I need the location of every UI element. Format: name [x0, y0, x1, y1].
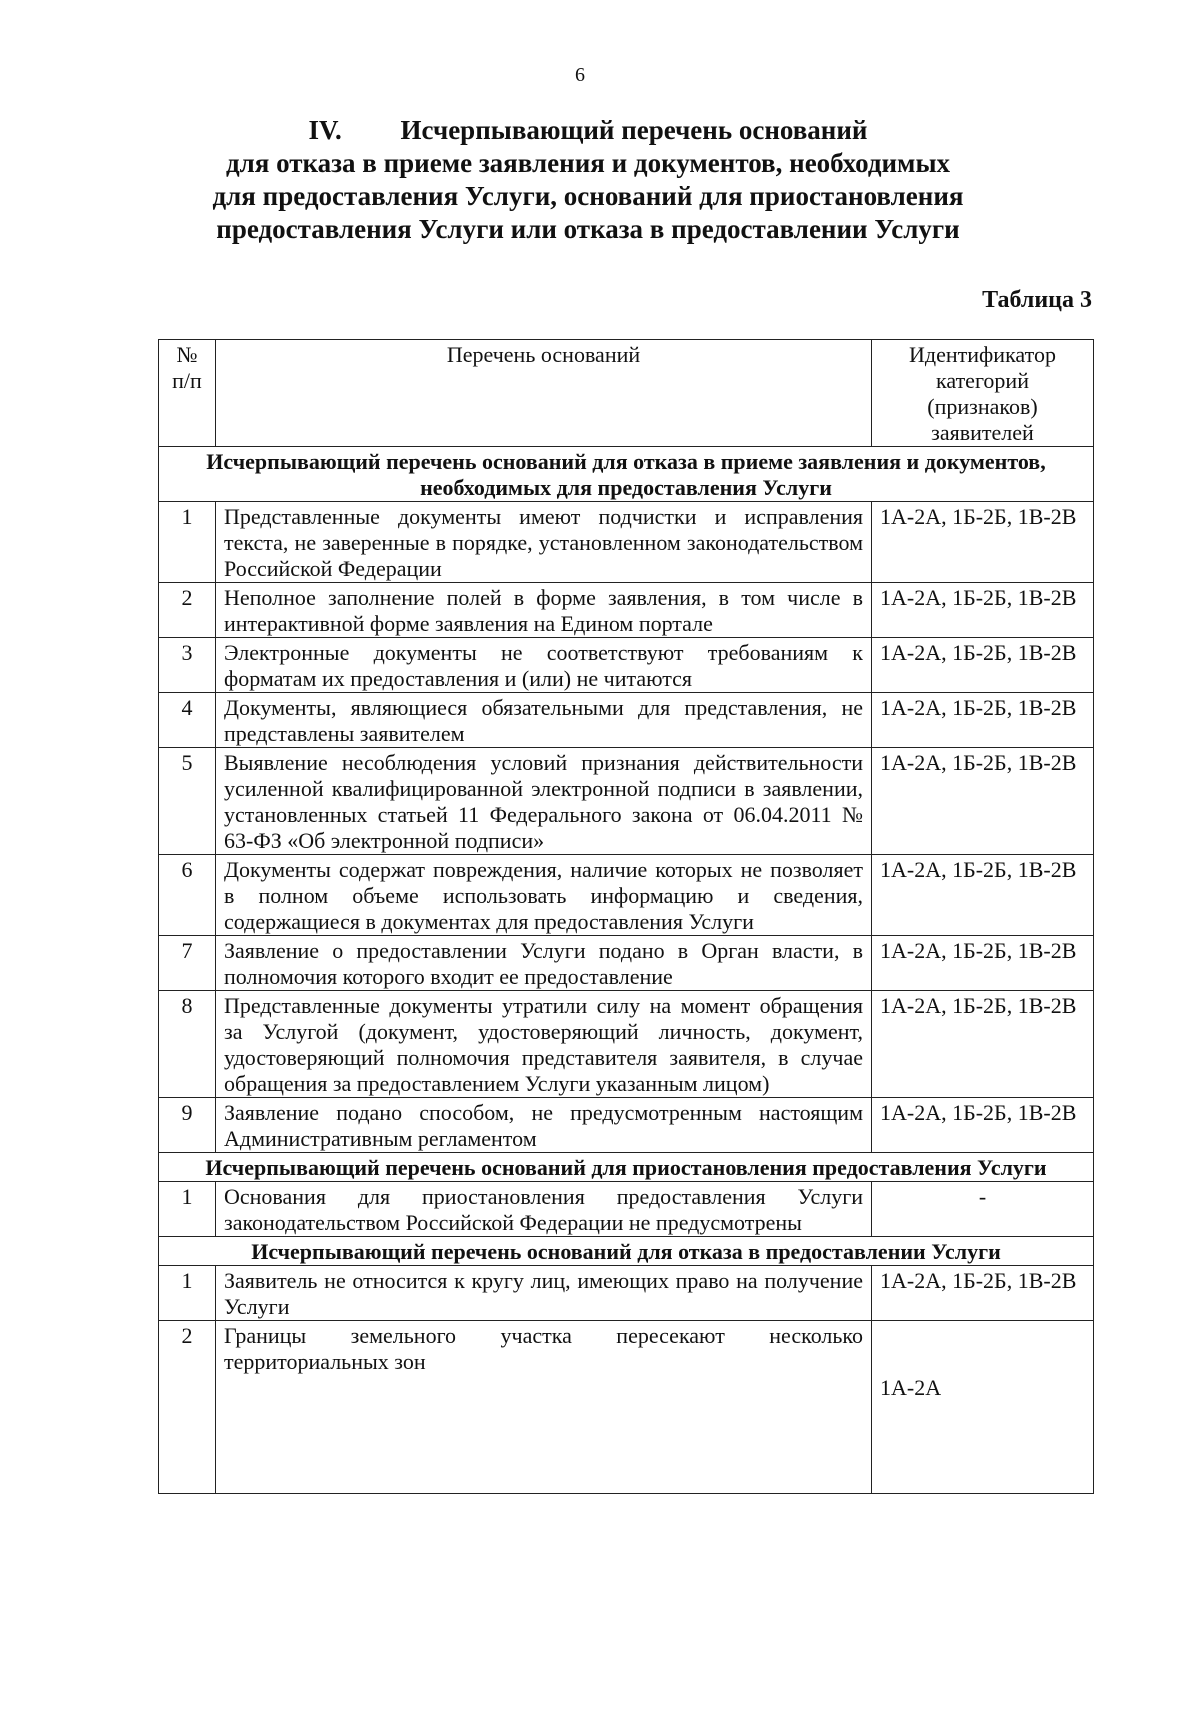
row-reason: Документы, являющиеся обязательными для представления, не представлены заявителем — [216, 693, 872, 748]
row-ident: 1А-2А, 1Б-2Б, 1В-2В — [872, 1098, 1094, 1153]
row-ident: 1А-2А, 1Б-2Б, 1В-2В — [872, 638, 1094, 693]
section-title: Исчерпывающий перечень оснований для отказа в предоставлении Услуги — [159, 1237, 1094, 1266]
row-reason: Границы земельного участка пересекают несколько территориальных зон — [216, 1321, 872, 1494]
row-number: 9 — [159, 1098, 216, 1153]
row-reason: Представленные документы утратили силу на момент обращения за Услугой (документ, удостоверяющий личность, документ, удостоверяющий полномочия представителя заявителя, в случае обращения за предоставлением Услуги указанным лицом) — [216, 991, 872, 1098]
table-row — [159, 1098, 1094, 1153]
row-ident: 1А-2А — [872, 1321, 1094, 1494]
section-heading — [150, 114, 1026, 246]
header-num: № п/п — [159, 340, 216, 447]
table-row — [159, 502, 1094, 583]
row-reason: Заявление подано способом, не предусмотренным настоящим Административным регламентом — [216, 1098, 872, 1153]
row-number: 2 — [159, 1321, 216, 1494]
table-row — [159, 1321, 1094, 1494]
row-number: 8 — [159, 991, 216, 1098]
row-number: 6 — [159, 855, 216, 936]
row-reason: Документы содержат повреждения, наличие которых не позволяет в полном объеме использовать информацию и сведения, содержащиеся в документах для предоставления Услуги — [216, 855, 872, 936]
header-reasons: Перечень оснований — [216, 340, 872, 447]
section-title-row — [159, 1237, 1094, 1266]
row-number: 1 — [159, 1182, 216, 1237]
row-number: 1 — [159, 502, 216, 583]
row-ident: 1А-2А, 1Б-2Б, 1В-2В — [872, 936, 1094, 991]
row-reason: Основания для приостановления предоставления Услуги законодательством Российской Федерации не предусмотрены — [216, 1182, 872, 1237]
section-title-row — [159, 1153, 1094, 1182]
row-ident: 1А-2А, 1Б-2Б, 1В-2В — [872, 583, 1094, 638]
heading-roman-numeral: IV. — [308, 115, 342, 145]
heading-line-2: для отказа в приеме заявления и документов, необходимых — [225, 148, 951, 178]
row-ident: 1А-2А, 1Б-2Б, 1В-2В — [872, 502, 1094, 583]
row-reason: Электронные документы не соответствуют требованиям к форматам их предоставления и (или) не читаются — [216, 638, 872, 693]
row-ident: - — [872, 1182, 1094, 1237]
table-row — [159, 1182, 1094, 1237]
section-title: Исчерпывающий перечень оснований для отказа в приеме заявления и документов, необходимых для предоставления Услуги — [159, 447, 1094, 502]
row-reason: Представленные документы имеют подчистки и исправления текста, не заверенные в порядке, установленном законодательством Российской Федерации — [216, 502, 872, 583]
heading-title: Исчерпывающий перечень оснований — [400, 115, 868, 145]
row-reason: Выявление несоблюдения условий признания действительности усиленной квалифицированной электронной подписи в заявлении, установленных статьей 11 Федерального закона от 06.04.2011 № 63-ФЗ «Об электронной подписи» — [216, 748, 872, 855]
row-number: 1 — [159, 1266, 216, 1321]
row-ident: 1А-2А, 1Б-2Б, 1В-2В — [872, 991, 1094, 1098]
section-title-row — [159, 447, 1094, 502]
row-ident: 1А-2А, 1Б-2Б, 1В-2В — [872, 748, 1094, 855]
table-row — [159, 583, 1094, 638]
row-reason: Неполное заполнение полей в форме заявления, в том числе в интерактивной форме заявления на Едином портале — [216, 583, 872, 638]
heading-line-1 — [150, 114, 1026, 147]
row-number: 4 — [159, 693, 216, 748]
section-title: Исчерпывающий перечень оснований для приостановления предоставления Услуги — [159, 1153, 1094, 1182]
grounds-table — [158, 339, 1094, 1494]
table-label: Таблица 3 — [982, 287, 1092, 313]
header-ident: Идентификатор категорий (признаков) заявителей — [872, 340, 1094, 447]
table-row — [159, 855, 1094, 936]
table-header-row — [159, 340, 1094, 447]
table-row — [159, 748, 1094, 855]
heading-line-4: предоставления Услуги или отказа в предоставлении Услуги — [216, 214, 960, 244]
table-row — [159, 991, 1094, 1098]
table-row — [159, 638, 1094, 693]
table-row — [159, 1266, 1094, 1321]
row-number: 3 — [159, 638, 216, 693]
row-reason: Заявитель не относится к кругу лиц, имеющих право на получение Услуги — [216, 1266, 872, 1321]
row-number: 2 — [159, 583, 216, 638]
row-reason: Заявление о предоставлении Услуги подано в Орган власти, в полномочия которого входит ее предоставление — [216, 936, 872, 991]
row-ident: 1А-2А, 1Б-2Б, 1В-2В — [872, 1266, 1094, 1321]
row-ident: 1А-2А, 1Б-2Б, 1В-2В — [872, 855, 1094, 936]
table-row — [159, 693, 1094, 748]
row-ident: 1А-2А, 1Б-2Б, 1В-2В — [872, 693, 1094, 748]
row-number: 7 — [159, 936, 216, 991]
page-number: 6 — [575, 64, 585, 86]
table-row — [159, 936, 1094, 991]
heading-line-3: для предоставления Услуги, оснований для приостановления — [212, 181, 964, 211]
row-number: 5 — [159, 748, 216, 855]
